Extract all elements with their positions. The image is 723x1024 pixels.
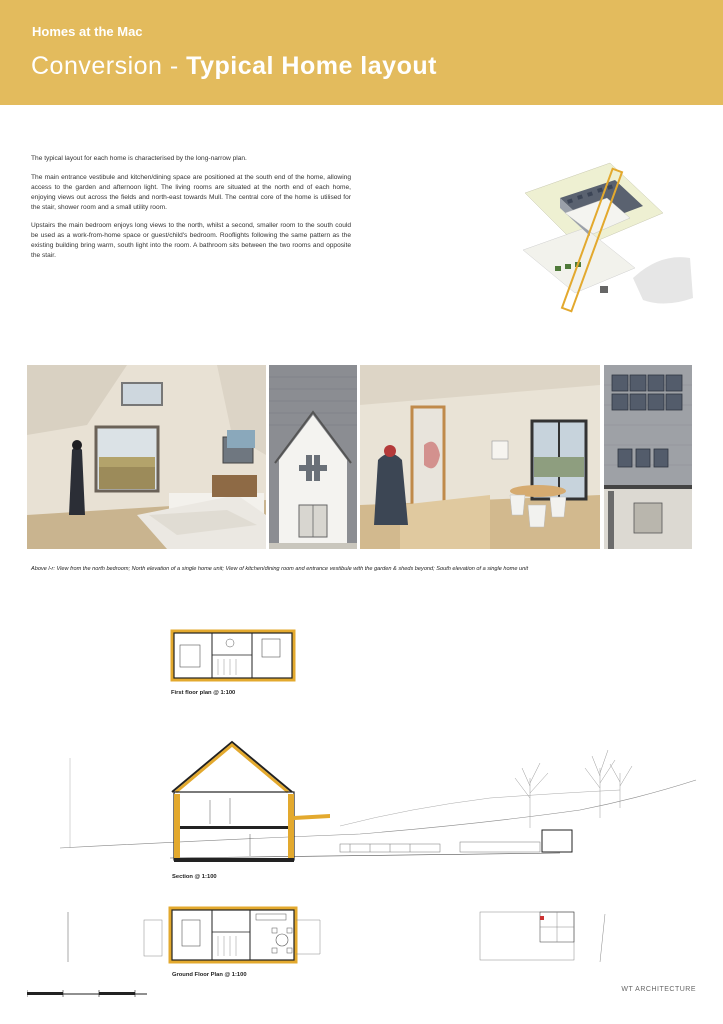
page-title-bold: Typical Home layout: [186, 52, 437, 80]
ground-floor-plan: [60, 906, 700, 966]
intro-text: [31, 154, 351, 270]
page-title: [31, 52, 437, 81]
header-subtitle: Homes at the Mac: [32, 24, 143, 39]
section-label: Section @ 1:100: [172, 874, 217, 880]
south-elevation: [604, 365, 692, 549]
north-elevation: [269, 365, 357, 549]
site-axonometric: [515, 158, 695, 323]
intro-paragraph: The main entrance vestibule and kitchen/dining space are positioned at the south end of the home, allowing access to the garden and afternoon light. The living rooms are situated at the north end of each home, enjoying views out across the fields and north-east towards Mull. The central core of the home is utilised for the stair, shower room and a small utility room.: [31, 173, 351, 211]
north-bedroom-view: [27, 365, 266, 549]
footer-credit: WT ARCHITECTURE: [621, 986, 696, 993]
image-caption: Above l-r: View from the north bedroom; North elevation of a single home unit; View of kitchen/dining room and entrance vestibule with the garden & sheds beyond; South elevation of a single home unit: [31, 566, 528, 572]
kitchen-dining-view: [360, 365, 600, 549]
first-floor-plan-label: First floor plan @ 1:100: [171, 690, 236, 696]
page-title-light: Conversion -: [31, 52, 187, 80]
intro-paragraph: The typical layout for each home is characterised by the long-narrow plan.: [31, 155, 247, 162]
intro-paragraph: Upstairs the main bedroom enjoys long views to the north, whilst a second, smaller room to the south could be used as a work-from-home space or guest/child's bedroom. Rooflights following the same pattern as the existing building bring warm, south light into the room. A bathroom sits between the two rooms and opposite the stair.: [31, 222, 351, 260]
first-floor-plan: [170, 629, 296, 682]
header-banner: [0, 0, 723, 105]
section-drawing: [60, 738, 700, 868]
scale-bar: [27, 988, 157, 1000]
ground-floor-plan-label: Ground Floor Plan @ 1:100: [172, 972, 247, 978]
